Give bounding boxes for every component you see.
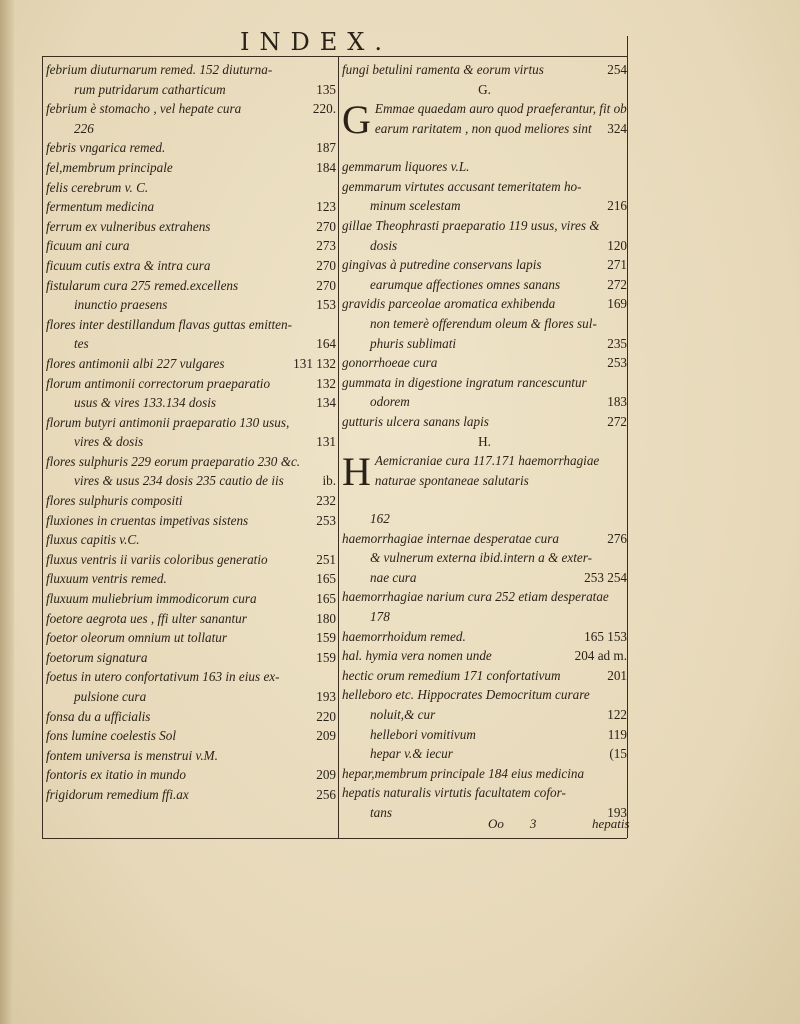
entry-text: gravidis parceolae aromatica exhibenda — [342, 296, 556, 312]
entry-text: hal. hymia vera nomen unde — [342, 648, 492, 664]
index-entry — [46, 589, 336, 609]
entry-text: rum putridarum catharticum — [74, 81, 226, 97]
entry-page: ib. — [322, 473, 336, 489]
entry-page: 120 — [607, 237, 627, 253]
entry-page: 232 — [316, 493, 336, 509]
entry-text: 226 — [74, 120, 94, 136]
entry-text: gemmarum liquores v.L. — [342, 159, 470, 175]
entry-text: gutturis ulcera sanans lapis — [342, 413, 489, 429]
index-entry — [342, 705, 627, 725]
entry-page: 153 — [316, 297, 336, 313]
entry-page: 193 — [607, 805, 627, 820]
entry-text: usus & vires 133.134 dosis — [74, 395, 217, 411]
entry-page: 123 — [316, 199, 336, 215]
index-entry — [46, 217, 336, 237]
index-entry — [342, 314, 627, 334]
index-entry — [342, 196, 627, 216]
index-entry — [342, 177, 627, 197]
index-entry — [46, 80, 336, 100]
entry-page: 180 — [316, 610, 336, 626]
index-entry — [46, 158, 336, 178]
entry-page: 254 — [607, 62, 627, 77]
signature-mark: Oo — [488, 816, 504, 831]
entry-text: fonsa du a ufficialis — [46, 708, 151, 724]
entry-text: fluxus capitis v.C. — [46, 532, 140, 548]
index-entry — [342, 529, 627, 549]
top-rule — [42, 56, 627, 57]
entry-page: 131 — [316, 434, 336, 450]
entry-page: 164 — [316, 336, 336, 352]
index-entry — [46, 393, 336, 413]
entry-text: fluxuum muliebrium immodicorum cura — [46, 591, 257, 607]
index-entry — [342, 392, 627, 412]
index-entry — [46, 569, 336, 589]
index-entry — [46, 530, 336, 550]
entry-text: nae cura — [370, 569, 417, 585]
index-entry — [46, 550, 336, 570]
entry-page: 187 — [316, 140, 336, 156]
entry-text: noluit,& cur — [370, 707, 436, 723]
entry-text: Aemicraniae cura 117.171 haemorrhagiae naturae spontaneae salutaris — [374, 453, 600, 488]
entry-page: 159 — [316, 649, 336, 665]
entry-page: 201 — [607, 667, 627, 683]
index-entry — [342, 294, 627, 314]
entry-text: florum butyri antimonii praeparatio 130 usus, — [46, 414, 290, 430]
footer-signature — [488, 816, 562, 832]
bottom-rule — [42, 838, 627, 839]
entry-page: 273 — [316, 238, 336, 254]
index-entry — [342, 744, 627, 764]
index-entry — [342, 568, 627, 588]
index-entry — [342, 725, 627, 745]
index-entry — [46, 628, 336, 648]
entry-text: fluxuum ventris remed. — [46, 571, 167, 587]
entry-text: haemorrhoidum remed. — [342, 628, 466, 644]
entry-page: 132 — [316, 375, 336, 391]
entry-page: 204 ad m. — [574, 648, 627, 664]
index-entry — [46, 687, 336, 707]
entry-text: flores sulphuris 229 eorum praeparatio 230 &c. — [46, 453, 301, 469]
right-index-column — [342, 60, 627, 823]
section-letter: G. — [478, 81, 491, 97]
index-entry — [342, 157, 627, 177]
entry-text: minum scelestam — [370, 198, 461, 214]
entry-page: 165 153 — [584, 628, 627, 644]
index-entry — [342, 607, 627, 627]
index-entry — [342, 666, 627, 686]
entry-page: 131 132 — [293, 355, 336, 371]
index-entry — [342, 373, 627, 393]
center-rule — [338, 56, 339, 838]
entry-page: 169 — [607, 296, 627, 312]
entry-text: flores sulphuris compositi — [46, 493, 183, 509]
index-entry — [46, 276, 336, 296]
entry-page: 235 — [607, 335, 627, 351]
index-entry — [46, 471, 336, 491]
entry-text: hepar,membrum principale 184 eius medicina — [342, 765, 585, 781]
index-entry — [46, 707, 336, 727]
entry-text: fistularum cura 275 remed.excellens — [46, 277, 239, 293]
entry-page: 209 — [316, 767, 336, 783]
entry-page: 216 — [607, 198, 627, 214]
index-entry — [342, 236, 627, 256]
index-entry — [46, 178, 336, 198]
index-entry — [46, 354, 336, 374]
entry-text: Emmae quaedam auro quod praeferantur, fit ob earum raritatem , non quod meliores sint — [374, 101, 627, 136]
entry-page: 209 — [316, 728, 336, 744]
entry-text: hectic orum remedium 171 confortativum — [342, 667, 561, 683]
entry-text: fontoris ex itatio in mundo — [46, 767, 186, 783]
entry-text: fluxiones in cruentas impetivas sistens — [46, 512, 249, 528]
index-entry — [342, 509, 627, 529]
index-entry — [46, 413, 336, 433]
left-rule — [42, 56, 43, 838]
drop-cap: H — [342, 449, 371, 495]
index-entry — [342, 60, 627, 80]
entry-text: ficuum cutis extra & intra cura — [46, 257, 211, 273]
index-entry — [46, 119, 336, 139]
entry-page: 271 — [607, 257, 627, 273]
entry-text: odorem — [370, 394, 410, 410]
index-entry-dropcap — [342, 99, 627, 157]
entry-text: foetor oleorum omnium ut tollatur — [46, 630, 227, 646]
entry-text: florum antimonii correctorum praeparatio — [46, 375, 271, 391]
entry-text: febris vngarica remed. — [46, 140, 166, 156]
entry-page: 272 — [607, 276, 627, 292]
index-entry — [342, 334, 627, 354]
entry-page: 253 254 — [584, 569, 627, 585]
index-entry — [46, 60, 336, 80]
index-entry — [342, 685, 627, 705]
entry-text: vires & usus 234 dosis 235 cautio de iis — [74, 473, 284, 489]
entry-page: 135 — [316, 81, 336, 97]
entry-text: foetore aegrota ues , ffi ulter sanantur — [46, 610, 247, 626]
entry-page: (15 — [609, 746, 627, 762]
entry-page: 256 — [316, 786, 336, 802]
entry-page: 122 — [607, 707, 627, 723]
entry-text: pulsione cura — [74, 689, 147, 704]
entry-text: flores antimonii albi 227 vulgares — [46, 355, 225, 371]
index-entry — [342, 646, 627, 666]
index-entry — [342, 275, 627, 295]
index-entry — [46, 315, 336, 335]
index-entry-dropcap — [342, 451, 627, 509]
entry-text: haemorrhagiae narium cura 252 etiam desperatae — [342, 589, 609, 605]
index-entry — [46, 256, 336, 276]
entry-text: gemmarum virtutes accusant temeritatem ho- — [342, 178, 582, 194]
entry-text: earumque affectiones omnes sanans — [370, 276, 561, 292]
index-entry — [342, 353, 627, 373]
entry-page: 183 — [607, 394, 627, 410]
index-entry — [46, 511, 336, 531]
entry-page: 324 — [607, 120, 627, 136]
entry-text: tans — [370, 805, 392, 820]
entry-text: inunctio praesens — [74, 297, 168, 313]
entry-text: 178 — [370, 609, 390, 625]
index-entry — [342, 587, 627, 607]
index-entry — [46, 452, 336, 472]
entry-text: gingivas à putredine conservans lapis — [342, 257, 542, 273]
entry-text: vires & dosis — [74, 434, 144, 450]
entry-page: 270 — [316, 277, 336, 293]
left-index-column — [46, 60, 336, 805]
index-entry — [46, 667, 336, 687]
entry-page: 184 — [316, 159, 336, 175]
entry-text: tes — [74, 336, 89, 352]
entry-text: fontem universa is menstrui v.M. — [46, 747, 218, 763]
entry-page: 165 — [316, 571, 336, 587]
index-entry — [342, 216, 627, 236]
entry-page: 276 — [607, 530, 627, 546]
index-entry — [46, 785, 336, 805]
entry-text: hepar v.& iecur — [370, 746, 453, 762]
index-entry — [46, 432, 336, 452]
index-entry — [46, 648, 336, 668]
binding-edge — [0, 0, 14, 1024]
index-entry — [342, 255, 627, 275]
index-entry — [342, 548, 627, 568]
entry-text: felis cerebrum v. C. — [46, 179, 149, 195]
entry-page: 159 — [316, 630, 336, 646]
index-entry — [46, 609, 336, 629]
entry-text: febrium è stomacho , vel hepate cura — [46, 101, 242, 117]
right-rule — [627, 36, 628, 838]
entry-text: foetus in utero confortativum 163 in eius ex- — [46, 669, 280, 685]
entry-text: frigidorum remedium ffi.ax — [46, 786, 189, 802]
entry-page: 134 — [316, 395, 336, 411]
entry-text: ferrum ex vulneribus extrahens — [46, 218, 211, 234]
entry-page: 165 — [316, 591, 336, 607]
section-letter: H. — [478, 433, 491, 449]
entry-page: 253 — [607, 355, 627, 371]
entry-text: gillae Theophrasti praeparatio 119 usus, vires & — [342, 217, 600, 233]
entry-page: 251 — [316, 551, 336, 567]
entry-text: helleboro etc. Hippocrates Democritum curare — [342, 687, 590, 703]
index-entry — [342, 764, 627, 784]
entry-text: fel,membrum principale — [46, 159, 173, 175]
index-entry — [46, 491, 336, 511]
entry-text: fluxus ventris ii variis coloribus generatio — [46, 551, 268, 567]
index-entry — [46, 726, 336, 746]
entry-text: foetorum signatura — [46, 649, 148, 665]
entry-text: hepatis naturalis virtutis facultatem cofor- — [342, 785, 566, 801]
index-entry — [46, 197, 336, 217]
entry-text: febrium diuturnarum remed. 152 diuturna- — [46, 62, 273, 77]
index-entry — [46, 765, 336, 785]
page-title: INDEX. — [240, 28, 392, 56]
catchword: hepatis — [592, 816, 630, 831]
entry-page: 193 — [316, 689, 336, 704]
entry-text: fungi betulini ramenta & eorum virtus — [342, 62, 544, 77]
index-entry — [46, 236, 336, 256]
index-entry — [342, 412, 627, 432]
entry-text: ficuum ani cura — [46, 238, 130, 254]
index-entry — [46, 746, 336, 766]
entry-text: fermentum medicina — [46, 199, 155, 215]
index-entry — [342, 803, 627, 823]
entry-text: fons lumine coelestis Sol — [46, 728, 177, 744]
entry-text: gonorrhoeae cura — [342, 355, 438, 371]
entry-text: dosis — [370, 237, 398, 253]
drop-cap: G — [342, 97, 371, 143]
entry-text: & vulnerum externa ibid.intern a & exter- — [370, 550, 593, 566]
index-entry — [46, 334, 336, 354]
entry-page: 270 — [316, 257, 336, 273]
index-entry — [342, 783, 627, 803]
index-entry — [46, 374, 336, 394]
index-entry — [46, 99, 336, 119]
entry-page: 220 — [316, 708, 336, 724]
entry-text: haemorrhagiae internae desperatae cura — [342, 530, 559, 546]
entry-text: hellebori vomitivum — [370, 726, 476, 742]
entry-page: 253 — [316, 512, 336, 528]
entry-text: gummata in digestione ingratum rancescuntur — [342, 374, 587, 390]
index-entry — [46, 138, 336, 158]
entry-text: non temerè offerendum oleum & flores sul- — [370, 315, 597, 331]
entry-page: 119 — [607, 726, 627, 742]
entry-page: 272 — [607, 413, 627, 429]
entry-page: 270 — [316, 218, 336, 234]
entry-text: 162 — [370, 511, 390, 527]
index-entry — [342, 627, 627, 647]
index-entry — [46, 295, 336, 315]
entry-page: 220. — [312, 101, 336, 117]
signature-number: 3 — [529, 816, 537, 831]
entry-text: flores inter destillandum flavas guttas emitten- — [46, 316, 293, 332]
entry-text: phuris sublimati — [370, 335, 457, 351]
